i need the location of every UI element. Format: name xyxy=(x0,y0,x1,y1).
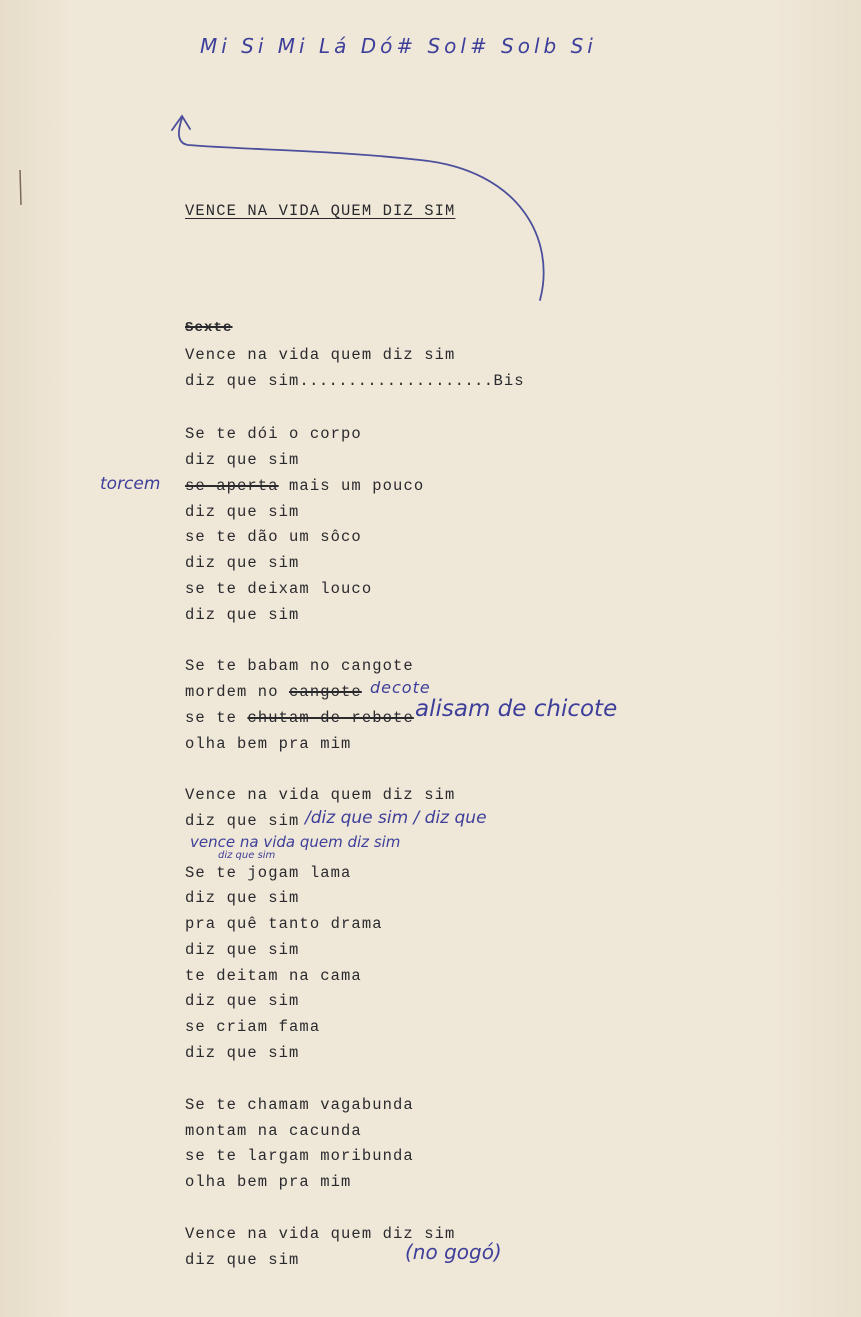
struck-text: cangote xyxy=(289,683,362,701)
handwritten-diz-que-sim-1: /diz que sim / diz que xyxy=(305,808,487,828)
lyric-line: diz que sim xyxy=(185,554,300,572)
lyric-line: diz que sim xyxy=(185,812,300,830)
lyric-line: se te deixam louco xyxy=(185,580,373,598)
lyric-text: mordem no xyxy=(185,683,290,701)
struck-heading: Sexte xyxy=(185,320,233,336)
leader-dots: .................... xyxy=(299,372,494,390)
lyric-text: se te xyxy=(185,709,248,727)
struck-text: chutam de rebote xyxy=(247,709,414,727)
lyric-line: olha bem pra mim xyxy=(185,735,352,753)
lyric-line: diz que sim xyxy=(185,1044,300,1062)
handwritten-alisam: alisam de chicote xyxy=(415,696,618,722)
lyric-line: diz que sim xyxy=(185,606,300,624)
lyric-line: montam na cacunda xyxy=(185,1122,362,1140)
lyric-line xyxy=(185,683,362,701)
lyric-line: Se te chamam vagabunda xyxy=(185,1096,414,1114)
lyric-line: diz que sim xyxy=(185,503,300,521)
lyric-line: pra quê tanto drama xyxy=(185,915,383,933)
handwritten-torcem: torcem xyxy=(100,474,161,494)
lyric-text: diz que sim xyxy=(185,372,300,390)
lyric-line: olha bem pra mim xyxy=(185,1173,352,1191)
lyric-line: diz que sim xyxy=(185,992,300,1010)
handwritten-decote: decote xyxy=(370,678,431,697)
lyric-line-bis xyxy=(185,372,525,390)
lyric-line: se te largam moribunda xyxy=(185,1147,414,1165)
lyric-line xyxy=(185,477,424,495)
lyric-line: Vence na vida quem diz sim xyxy=(185,1225,456,1243)
handwritten-diz-que-sim-3: diz que sim xyxy=(218,850,276,861)
lyric-text: mais um pouco xyxy=(278,477,425,495)
lyric-line: Se te jogam lama xyxy=(185,864,352,882)
lyric-line: Vence na vida quem diz sim xyxy=(185,346,456,364)
handwritten-diz-que-sim-2: vence na vida quem diz sim xyxy=(190,833,401,851)
song-title: VENCE NA VIDA QUEM DIZ SIM xyxy=(185,202,456,220)
lyric-line: se te dão um sôco xyxy=(185,528,362,546)
bis-mark: Bis xyxy=(493,372,525,390)
struck-text: se aperta xyxy=(185,477,279,495)
lyric-line: te deitam na cama xyxy=(185,967,362,985)
handwritten-no-gogo: (no gogó) xyxy=(405,1240,502,1264)
lyric-line: diz que sim xyxy=(185,941,300,959)
lyric-line: Vence na vida quem diz sim xyxy=(185,786,456,804)
lyric-line: se criam fama xyxy=(185,1018,321,1036)
lyric-line: diz que sim xyxy=(185,889,300,907)
lyric-line: diz que sim xyxy=(185,451,300,469)
lyric-line xyxy=(185,709,414,727)
lyric-line: Se te babam no cangote xyxy=(185,657,414,675)
lyric-line: Se te dói o corpo xyxy=(185,425,362,443)
handwritten-chord-notes: Mi Si Mi Lá Dó# Sol# Solb Si xyxy=(200,34,597,58)
lyric-line: diz que sim xyxy=(185,1251,300,1269)
